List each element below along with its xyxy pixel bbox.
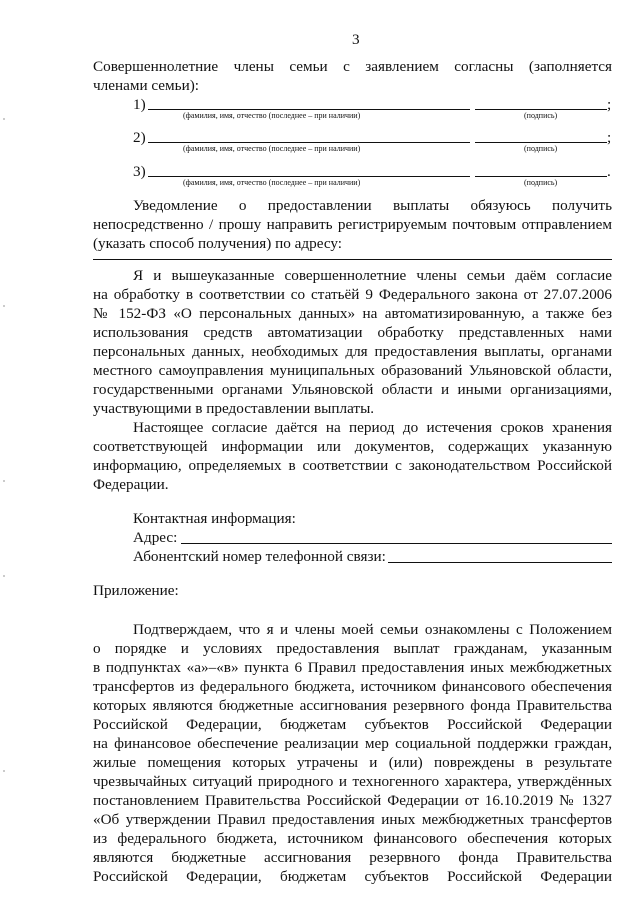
confirmation-line: Подтверждаем, что я и члены моей семьи ознакомлены с Положением — [133, 621, 612, 638]
attachment-label: Приложение: — [93, 582, 179, 599]
scan-speck — [3, 480, 5, 482]
consent-paragraph-line: местного самоуправления муниципальных образований Ульяновской области, — [93, 362, 612, 379]
member-signature-field[interactable] — [475, 142, 607, 143]
confirmation-line: которых являются бюджетные ассигнования резервного фонда Правительства — [93, 697, 612, 714]
phone-field[interactable] — [388, 562, 612, 563]
member-signature-field[interactable] — [475, 109, 607, 110]
signature-caption: (подпись) — [524, 178, 558, 187]
confirmation-line: о порядке и условиях предоставления выплат гражданам, указанным — [93, 640, 612, 657]
scan-speck — [3, 118, 5, 120]
consent-intro-line: членами семьи): — [93, 77, 199, 94]
consent-paragraph-line: государственными органами Ульяновской области и иными организациями, — [93, 381, 612, 398]
consent-paragraph-line: участвующими в предоставлении выплаты. — [93, 400, 375, 417]
signature-caption: (подпись) — [524, 111, 558, 120]
name-caption: (фамилия, имя, отчество (последнее – при наличии) — [183, 111, 361, 120]
contact-heading: Контактная информация: — [133, 510, 296, 527]
confirmation-line: Российской Федерации, бюджетам субъектов Российской Федерации — [93, 716, 612, 733]
consent-intro-line: Совершеннолетние члены семьи с заявлением согласны (заполняется — [93, 58, 612, 75]
confirmation-line: являются бюджетные ассигнования резервного фонда Правительства — [93, 849, 612, 866]
confirmation-line: из федерального бюджета, источником финансового обеспечения которых — [93, 830, 612, 847]
consent-period-line: Настоящее согласие даётся на период до истечения сроков хранения — [133, 419, 612, 436]
member-name-field[interactable] — [148, 176, 470, 177]
scan-speck — [3, 770, 5, 772]
scan-speck — [3, 575, 5, 577]
phone-label: Абонентский номер телефонной связи: — [133, 548, 386, 565]
row-end-mark: ; — [607, 96, 612, 113]
notification-line: (указать способ получения) по адресу: — [93, 235, 342, 252]
confirmation-line: постановлением Правительства Российской Федерации от 16.10.2019 № 1327 — [93, 792, 612, 809]
name-caption: (фамилия, имя, отчество (последнее – при наличии) — [183, 178, 361, 187]
consent-paragraph-line: использования средств автоматизации обработку представленных нами — [93, 324, 612, 341]
confirmation-line: жилые помещения которых утрачены и (или) повреждены в результате — [93, 754, 612, 771]
address-field[interactable] — [181, 543, 612, 544]
member-signature-field[interactable] — [475, 176, 607, 177]
confirmation-line: трансфертов из федерального бюджета, источником финансового обеспечения — [93, 678, 612, 695]
notification-line: непосредственно / прошу направить регистрируемым почтовым отправлением — [93, 216, 612, 233]
postal-address-field[interactable] — [93, 259, 612, 260]
name-caption: (фамилия, имя, отчество (последнее – при наличии) — [183, 144, 361, 153]
address-label: Адрес: — [133, 529, 178, 546]
member-number: 3) — [133, 163, 146, 180]
confirmation-line: на финансовое обеспечение реализации мер социальной поддержки граждан, — [93, 735, 612, 752]
consent-paragraph-line: № 152-ФЗ «О персональных данных» на автоматизированную, а также без — [93, 305, 612, 322]
member-number: 1) — [133, 96, 146, 113]
confirmation-line: в подпунктах «а»–«в» пункта 6 Правил предоставления иных межбюджетных — [93, 659, 612, 676]
row-end-mark: . — [607, 163, 611, 180]
consent-paragraph-line: персональных данных, необходимых для предоставления выплаты, органами — [93, 343, 612, 360]
notification-line: Уведомление о предоставлении выплаты обязуюсь получить — [133, 197, 612, 214]
consent-period-line: Федерации. — [93, 476, 169, 493]
consent-paragraph-line: Я и вышеуказанные совершеннолетние члены семьи даём согласие — [133, 267, 612, 284]
consent-period-line: информацию, определяемых в соответствии с законодательством Российской — [93, 457, 612, 474]
consent-paragraph-line: на обработку в соответствии со статьёй 9 Федерального закона от 27.07.2006 — [93, 286, 612, 303]
page-number: 3 — [352, 31, 360, 48]
member-name-field[interactable] — [148, 142, 470, 143]
confirmation-line: чрезвычайных ситуаций природного и техногенного характера, утверждённых — [93, 773, 612, 790]
scan-speck — [3, 305, 5, 307]
member-number: 2) — [133, 129, 146, 146]
signature-caption: (подпись) — [524, 144, 558, 153]
confirmation-line: «Об утверждении Правил предоставления иных межбюджетных трансфертов — [93, 811, 612, 828]
consent-period-line: соответствующей информации или документов, содержащих указанную — [93, 438, 612, 455]
confirmation-line: Российской Федерации, бюджетам субъектов Российской Федерации — [93, 868, 612, 885]
row-end-mark: ; — [607, 129, 612, 146]
member-name-field[interactable] — [148, 109, 470, 110]
